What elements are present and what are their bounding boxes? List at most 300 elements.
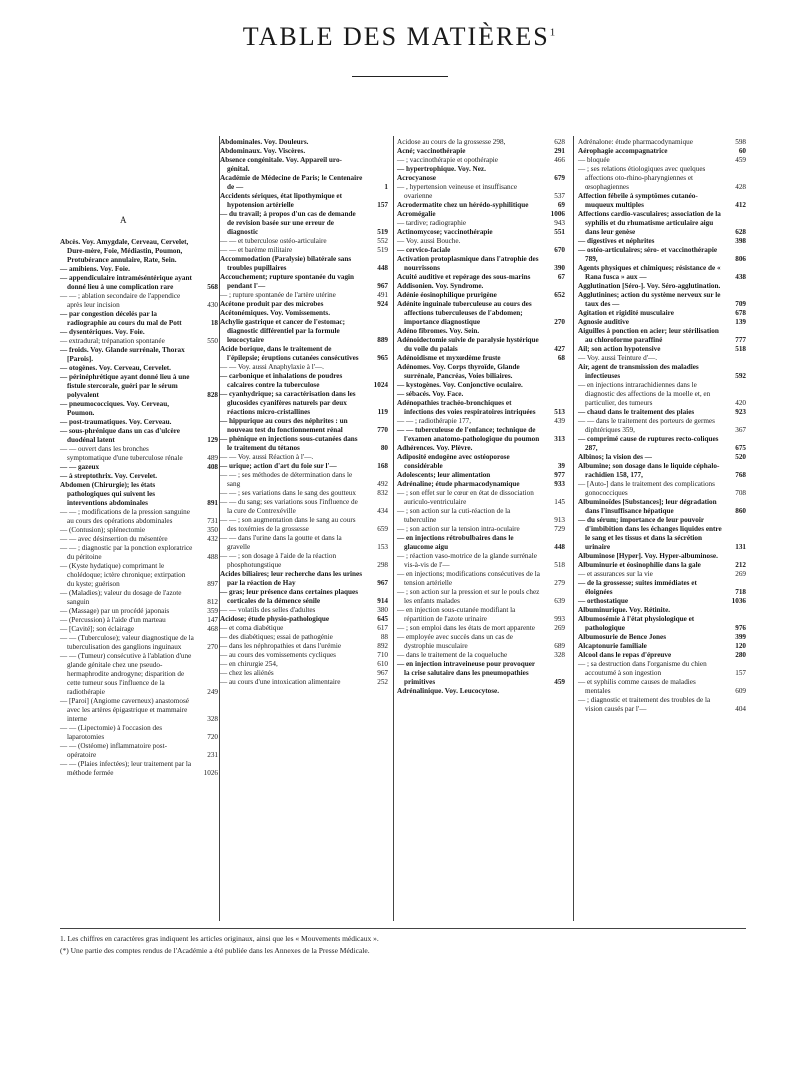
- index-entry: [220, 147, 388, 156]
- index-entry-text: — ; réaction vaso-motrice de la glande surrénale vis-à-vis de l'—: [397, 552, 537, 569]
- index-entry-text: Adénoidisme et myxœdème fruste: [397, 354, 501, 362]
- index-entry-text: Abcès. Voy. Amygdale, Cerveau, Cervelet, Dure-mère, Foie, Médiastin, Poumon, Protubérance annulaire, Rate, Sein.: [60, 238, 189, 264]
- index-entry-text: Accouchement; rupture spontanée du vagin pendant l'—: [220, 273, 355, 290]
- index-entry: [220, 174, 388, 192]
- index-entry-page: 652: [554, 291, 565, 299]
- index-entry: [397, 219, 565, 228]
- index-entry-text: Absence congénitale. Voy. Appareil uro-génital.: [220, 156, 342, 173]
- index-entry-page: 729: [554, 525, 565, 533]
- index-entry: [397, 399, 565, 417]
- index-entry: [578, 651, 746, 660]
- index-entry: [220, 309, 388, 318]
- index-entry: [397, 489, 565, 507]
- index-entry-text: — — (Tuberculose); valeur diagnostique de la tuberculisation des ganglions inguinaux: [60, 634, 194, 651]
- index-entry: [397, 156, 565, 165]
- index-entry-text: Agglutination [Séro-]. Voy. Séro-agglutination.: [578, 282, 721, 290]
- index-entry: [220, 642, 388, 651]
- index-entry-text: Albuminurie et éosinophilie dans la gale: [578, 561, 701, 569]
- index-entry-page: 119: [377, 408, 388, 416]
- index-entry: [397, 246, 565, 255]
- index-entry: [220, 615, 388, 624]
- index-entry-page: 770: [377, 426, 388, 434]
- index-entry-text: — urique; action d'art du foie sur l'—: [220, 462, 337, 470]
- index-entry-text: Adhérences. Voy. Plèvre.: [397, 444, 473, 452]
- index-entry: [60, 625, 218, 634]
- index-entry-page: 67: [557, 273, 565, 281]
- index-entry-text: — tardive; radiographie: [397, 219, 467, 227]
- index-entry-page: 977: [554, 471, 565, 479]
- title-footnote-marker: 1: [549, 26, 558, 39]
- index-entry-page: 270: [207, 643, 218, 651]
- index-entry-text: — ; son action sur la cuti-réaction de la tuberculine: [397, 507, 511, 524]
- index-entry-text: Albinos; la vision des —: [578, 453, 652, 461]
- index-entry-page: 568: [207, 283, 218, 291]
- index-entry: [397, 624, 565, 633]
- index-entry: [60, 310, 218, 328]
- index-entry-page: 617: [377, 624, 388, 632]
- index-entry-text: — hippurique au cours des néphrites : un nouveau test du fonctionnement rénal: [220, 417, 348, 434]
- index-entry: [60, 445, 218, 463]
- index-entry: [578, 696, 746, 714]
- index-entry-page: 943: [554, 219, 565, 227]
- index-entry-text: Albumosémie à l'état physiologique et pathologique: [578, 615, 695, 632]
- index-entry: [220, 498, 388, 516]
- index-entry-page: 313: [554, 435, 565, 443]
- index-entry: [397, 525, 565, 534]
- index-entry-text: — ; son action sur la pression et sur le pouls chez les enfants malades: [397, 588, 540, 605]
- index-entry-text: Adénite inguinale tuberculeuse au cours des affections tuberculeuses de l'abdomen; importance diagnostique: [397, 300, 532, 326]
- index-entry-page: 513: [554, 408, 565, 416]
- index-entry-page: 609: [735, 687, 746, 695]
- index-entry-page: 131: [735, 543, 746, 551]
- page-title: [0, 22, 800, 52]
- index-entry-text: — (Massage) par un procédé japonais: [60, 607, 170, 615]
- index-entry-page: 291: [554, 147, 565, 155]
- index-entry-page: 519: [377, 246, 388, 254]
- index-entry: [220, 210, 388, 237]
- index-entry: [60, 634, 218, 652]
- index-entry-page: 145: [554, 498, 565, 506]
- index-entry-text: Ail; son action hypotensive: [578, 345, 661, 353]
- index-entry: [578, 282, 746, 291]
- index-entry: [60, 562, 218, 589]
- index-entry: [397, 255, 565, 273]
- index-entry-page: 860: [735, 507, 746, 515]
- index-entry: [60, 652, 218, 697]
- index-entry-page: 328: [554, 651, 565, 659]
- index-entry-page: 933: [554, 480, 565, 488]
- index-entry-page: 212: [735, 561, 746, 569]
- index-entry: [578, 345, 746, 354]
- index-entry-text: Abdomen (Chirurgie); les états pathologiques qui suivent les interventions abdominales: [60, 481, 156, 507]
- index-entry-text: — chez les aliénés: [220, 669, 274, 677]
- index-entry: [578, 480, 746, 498]
- index-entry-page: 967: [377, 579, 388, 587]
- index-entry-page: 280: [735, 651, 746, 659]
- index-entry-page: 120: [735, 642, 746, 650]
- index-entry-page: 249: [207, 688, 218, 696]
- index-entry-text: Acide borique, dans le traitement de l'épilepsie; éruptions cutanées consécutives: [220, 345, 359, 362]
- index-entry-text: — en injection intraveineuse pour provoquer la crise salutaire dans les pneumopathies primitives: [397, 660, 535, 686]
- index-entry: [397, 228, 565, 237]
- index-entry-page: 147: [207, 616, 218, 624]
- index-entry: [578, 363, 746, 381]
- index-entry-text: — — (Tumeur) consécutive à l'ablation d'une glande génitale chez une pseudo-hermaphrodite androgyne; disparition de cette tumeur sous l'influence de la radiothérapie: [60, 652, 192, 696]
- index-entry-text: Albumine; son dosage dans le liquide céphalo-rachidien 158, 177,: [578, 462, 720, 479]
- index-entry-text: — — et barème militaire: [220, 246, 293, 254]
- index-entry: [397, 552, 565, 570]
- index-entry-text: — — Voy. aussi Anaphylaxie à l'—.: [220, 363, 324, 371]
- index-entry-page: 69: [557, 201, 565, 209]
- index-entry: [60, 607, 218, 616]
- index-entry-text: — dans les néphropathies et dans l'urémie: [220, 642, 342, 650]
- index-entry-page: 518: [554, 561, 565, 569]
- index-entry-text: Albuminoïdes [Substances]; leur dégradation dans l'insuffisance hépatique: [578, 498, 717, 515]
- index-entry: [397, 390, 565, 399]
- index-entry-page: 269: [735, 570, 746, 578]
- index-entry-page: 466: [554, 156, 565, 164]
- index-entry-text: Affections cardio-vasculaires; association de la syphilis et du rhumatisme articulaire aigu dans leur genèse: [578, 210, 721, 236]
- index-entry: [578, 318, 746, 327]
- index-entry-page: 68: [557, 354, 565, 362]
- index-entry: [220, 453, 388, 462]
- index-entry-text: — de la grossesse; suites immédiates et éloignées: [578, 579, 697, 596]
- index-entry: [220, 606, 388, 615]
- index-entry-text: — carbonique et inhalations de poudres calcaires contre la tuberculose: [220, 372, 343, 389]
- index-entry-text: — et syphilis comme causes de maladies mentales: [578, 678, 696, 695]
- index-entry-text: — cyanhydrique; sa caractérisation dans les glucosides cyanifères naturels par deux réactions micro-cristallines: [220, 390, 356, 416]
- index-entry-page: 269: [554, 624, 565, 632]
- index-entry-text: Acrodermatite chez un hérédo-syphilitique: [397, 201, 529, 209]
- index-entry-page: 967: [377, 669, 388, 677]
- index-entry-page: 628: [554, 138, 565, 146]
- index-entry: [397, 570, 565, 588]
- index-entry-page: 157: [735, 669, 746, 677]
- index-entry-text: — otogènes. Voy. Cerveau, Cervelet.: [60, 364, 171, 372]
- index-entry-text: Albumosurie de Bence Jones: [578, 633, 667, 641]
- index-entry: [220, 669, 388, 678]
- index-entry: [578, 264, 746, 282]
- index-entry-page: 720: [207, 733, 218, 741]
- index-entry: [397, 138, 565, 147]
- index-entry-page: 157: [377, 201, 388, 209]
- index-entry-page: 718: [735, 588, 746, 596]
- index-entry-page: 777: [735, 336, 746, 344]
- index-entry-text: Agnosie auditive: [578, 318, 629, 326]
- index-entry-text: Alcaptonurie familiale: [578, 642, 647, 650]
- index-entry: [578, 633, 746, 642]
- index-entry-page: 678: [735, 309, 746, 317]
- index-entry-page: 923: [735, 408, 746, 416]
- index-entry: [220, 516, 388, 534]
- index-entry: [578, 579, 746, 597]
- index-entry: [578, 156, 746, 165]
- column-divider: [573, 136, 574, 921]
- index-entry: [578, 615, 746, 633]
- index-entry-page: 610: [377, 660, 388, 668]
- index-entry-text: — phénique en injections sous-cutanées dans le traitement du tétanos: [220, 435, 358, 452]
- index-entry: [578, 552, 746, 561]
- index-entry-text: — du travail; à propos d'un cas de demande de revision basée sur une erreur de diagnostic: [220, 210, 356, 236]
- index-entry-page: 645: [377, 615, 388, 623]
- index-entry-page: 708: [735, 489, 746, 497]
- index-entry: [397, 426, 565, 444]
- index-entry-text: — — ; diagnostic par la ponction exploratrice du péritoine: [60, 544, 193, 561]
- index-entry-text: — (Percussion) à l'aide d'un marteau: [60, 616, 166, 624]
- index-entry-page: 39: [557, 462, 565, 470]
- index-entry-text: Adrénaline; étude pharmacodynamique: [397, 480, 520, 488]
- index-entry-page: 60: [738, 147, 746, 155]
- index-entry-text: — — avec désinsertion du mésentère: [60, 535, 168, 543]
- index-column-3: [397, 138, 565, 696]
- index-entry-page: 731: [207, 517, 218, 525]
- index-entry-text: — du sérum; importance de leur pouvoir d'imbibition dans les échanges liquides entre le sang et les tissus et dans la sécrétion urinaire: [578, 516, 722, 551]
- index-entry-text: — appendiculaire intraméséntérique ayant donné lieu à une complication rare: [60, 274, 192, 291]
- index-entry: [397, 588, 565, 606]
- index-entry: [220, 291, 388, 300]
- index-entry-text: Actinomycose; vaccinothérapie: [397, 228, 493, 236]
- index-entry: [397, 336, 565, 354]
- index-entry-page: 519: [377, 228, 388, 236]
- index-entry: [397, 327, 565, 336]
- index-entry-text: Acrocyanose: [397, 174, 436, 182]
- index-entry: [397, 471, 565, 480]
- index-entry-text: Acétonémiques. Voy. Vomissements.: [220, 309, 331, 317]
- index-entry-page: 428: [735, 183, 746, 191]
- index-entry: [397, 417, 565, 426]
- index-entry-text: — — ouvert dans les bronches symptomatique d'une tuberculose rénale: [60, 445, 183, 462]
- index-entry: [578, 309, 746, 318]
- section-letter: A: [120, 215, 127, 225]
- index-entry: [578, 354, 746, 363]
- index-entry: [60, 535, 218, 544]
- index-entry: [220, 651, 388, 660]
- index-column-1: [60, 238, 218, 778]
- index-entry: [220, 300, 388, 309]
- index-entry-page: 427: [554, 345, 565, 353]
- index-entry: [220, 345, 388, 363]
- index-entry-text: — ostéo-articulaires; séro- et vaccinothérapie 789,: [578, 246, 718, 263]
- index-entry: [397, 363, 565, 381]
- index-entry: [60, 427, 218, 445]
- index-entry-page: 18: [210, 319, 218, 327]
- index-entry-text: Air, agent de transmission des maladies infectieuses: [578, 363, 699, 380]
- index-entry-text: — kystogènes. Voy. Conjonctive oculaire.: [397, 381, 523, 389]
- index-entry-text: — — ; radiothérapie 177,: [397, 417, 472, 425]
- index-entry-text: Adrénalone: étude pharmacodynamique: [578, 138, 693, 146]
- index-entry-page: 598: [735, 138, 746, 146]
- index-entry-page: 153: [377, 543, 388, 551]
- index-entry: [578, 435, 746, 453]
- index-entry-page: 398: [735, 237, 746, 245]
- index-entry: [578, 417, 746, 435]
- index-entry-text: Acétone produit par des microbes: [220, 300, 324, 308]
- index-entry-page: 993: [554, 615, 565, 623]
- index-entry: [60, 400, 218, 418]
- index-entry: [397, 453, 565, 471]
- index-entry-page: 913: [554, 516, 565, 524]
- index-entry-text: — gras; leur présence dans certaines plaques corticales de la démence sénile: [220, 588, 359, 605]
- index-entry-page: 670: [554, 246, 565, 254]
- index-entry: [60, 472, 218, 481]
- index-entry: [60, 508, 218, 526]
- index-entry-page: 489: [207, 454, 218, 462]
- index-entry-page: 88: [380, 633, 388, 641]
- index-entry-text: — orthostatique: [578, 597, 629, 605]
- index-entry: [397, 273, 565, 282]
- index-entry: [60, 265, 218, 274]
- index-entry: [397, 201, 565, 210]
- index-entry-text: — ; rupture spontanée de l'artère utérine: [220, 291, 336, 299]
- index-entry: [60, 373, 218, 400]
- index-entry-text: — au cours des vomissements cycliques: [220, 651, 336, 659]
- index-entry: [397, 282, 565, 291]
- index-entry-text: Acuité auditive et repérage des sous-marins: [397, 273, 531, 281]
- index-entry-page: 390: [554, 264, 565, 272]
- index-entry-page: 710: [377, 651, 388, 659]
- index-entry-page: 832: [377, 489, 388, 497]
- index-entry-page: 279: [554, 579, 565, 587]
- index-entry-text: Adiposité endogène avec ostéoporose considérable: [397, 453, 510, 470]
- index-entry-text: — en injections intrarachidiennes dans le diagnostic des affections de la moelle et, en particulier, des tumeurs: [578, 381, 711, 407]
- index-entry: [60, 328, 218, 337]
- index-entry: [397, 651, 565, 660]
- index-entry: [578, 570, 746, 579]
- index-entry-page: 1026: [203, 769, 218, 777]
- index-entry-text: Albuminurique. Voy. Rétinite.: [578, 606, 671, 614]
- index-entry-text: — — (Plaies infectées); leur traitement par la méthode fermée: [60, 760, 192, 777]
- index-entry-text: Adénoidectomie suivie de paralysie hystérique du voile du palais: [397, 336, 539, 353]
- index-column-2: [220, 138, 388, 687]
- index-entry-text: Adolescents; leur alimentation: [397, 471, 491, 479]
- index-entry-page: 1: [384, 183, 388, 191]
- index-entry: [578, 246, 746, 264]
- index-entry: [60, 724, 218, 742]
- index-entry: [220, 435, 388, 453]
- index-entry-page: 812: [207, 598, 218, 606]
- index-entry-text: — comprimé cause de ruptures recto-coliques 287,: [578, 435, 719, 452]
- index-entry: [220, 678, 388, 687]
- index-entry: [60, 274, 218, 292]
- index-entry-text: Activation protoplasmique dans l'atrophie des nourrissons: [397, 255, 539, 272]
- index-entry-page: 408: [207, 463, 218, 471]
- index-entry-page: 679: [554, 174, 565, 182]
- index-entry-text: — — ; son dosage à l'aide de la réaction phosphotungstique: [220, 552, 337, 569]
- index-entry-text: Acné; vaccinothérapie: [397, 147, 466, 155]
- index-entry-text: Accommodation (Paralysie) bilatérale sans troubles pupillaires: [220, 255, 352, 272]
- index-entry: [60, 418, 218, 427]
- index-entry: [220, 255, 388, 273]
- index-entry-page: 359: [207, 607, 218, 615]
- index-entry: [397, 687, 565, 696]
- index-entry-page: 448: [377, 264, 388, 272]
- footnote-2: (*) Une partie des comptes rendus de l'Académie a été publiée dans les Annexes de la Presse Médicale.: [60, 946, 370, 955]
- index-entry-page: 434: [377, 507, 388, 515]
- index-entry-page: 139: [735, 318, 746, 326]
- index-entry-page: 552: [377, 237, 388, 245]
- index-entry-text: — — ; ses méthodes de détermination dans le sang: [220, 471, 353, 488]
- index-entry-text: Alcool dans le repas d'épreuve: [578, 651, 672, 659]
- index-entry-text: — sous-phrénique dans un cas d'ulcère duodénal latent: [60, 427, 180, 444]
- index-entry: [60, 238, 218, 265]
- index-entry: [578, 327, 746, 345]
- index-entry: [397, 507, 565, 525]
- index-entry-page: 459: [735, 156, 746, 164]
- index-entry-page: 468: [207, 625, 218, 633]
- index-entry: [578, 606, 746, 615]
- index-entry-text: — — ; ablation secondaire de l'appendice après leur incision: [60, 292, 181, 309]
- index-entry-text: — (Kyste hydatique) comprimant le cholédoque; ictère chronique; extirpation du kyste; guérison: [60, 562, 186, 588]
- index-entry-text: — par congestion décelés par la radiographie au cours du mal de Pott: [60, 310, 182, 327]
- index-entry: [578, 642, 746, 651]
- index-entry-text: Adénie éosinophilique prurigène: [397, 291, 497, 299]
- index-entry-text: — pneumococciques. Voy. Cerveau, Poumon.: [60, 400, 170, 417]
- index-entry-page: 367: [735, 426, 746, 434]
- footnote-rule: [60, 928, 746, 929]
- index-entry-text: Addisonien. Voy. Syndrome.: [397, 282, 484, 290]
- index-entry-text: Agglutinines; action du système nerveux sur le taux des —: [578, 291, 721, 308]
- index-entry: [397, 237, 565, 246]
- index-entry-page: 675: [735, 444, 746, 452]
- index-entry: [60, 544, 218, 562]
- index-entry-text: Achylie gastrique et cancer de l'estomac; diagnostic différentiel par la formule leucocytaire: [220, 318, 346, 344]
- index-entry: [578, 138, 746, 147]
- index-entry-text: — ; son emploi dans les états de mort apparente: [397, 624, 535, 632]
- index-entry: [397, 210, 565, 219]
- index-entry: [397, 354, 565, 363]
- index-entry: [397, 633, 565, 651]
- index-entry-page: 897: [207, 580, 218, 588]
- footnote-1: 1. Les chiffres en caractères gras indiquent les articles originaux, ainsi que les « Mouvements médicaux ».: [60, 934, 379, 943]
- index-entry-text: Agents physiques et chimiques; résistance de « Rana fusca » aux —: [578, 264, 721, 281]
- index-entry: [220, 462, 388, 471]
- index-entry-text: — — (Lipectomie) à l'occasion des laparotomies: [60, 724, 163, 741]
- index-entry-text: — — (Ostéome) inflammatoire post-opératoire: [60, 742, 167, 759]
- index-entry: [220, 246, 388, 255]
- index-entry: [578, 237, 746, 246]
- index-entry-page: 350: [207, 526, 218, 534]
- index-entry-page: 709: [735, 300, 746, 308]
- index-entry-page: 892: [377, 642, 388, 650]
- index-entry-page: 432: [207, 535, 218, 543]
- index-column-4: [578, 138, 746, 714]
- index-entry: [578, 408, 746, 417]
- index-entry-text: Aérophagie accompagnatrice: [578, 147, 668, 155]
- page-title-text: TABLE DES MATIÈRES: [242, 22, 550, 51]
- index-entry: [220, 417, 388, 435]
- index-entry-page: 828: [207, 391, 218, 399]
- title-rule: [352, 76, 448, 77]
- index-entry-page: 1024: [373, 381, 388, 389]
- index-entry-text: — — dans l'urine dans la goutte et dans la gravelle: [220, 534, 342, 551]
- index-entry-text: Adrénalinique. Voy. Leucocytose.: [397, 687, 500, 695]
- index-entry: [578, 291, 746, 309]
- index-entry: [578, 516, 746, 552]
- index-entry-text: — en injection sous-cutanée modifiant la répartition de l'azote urinaire: [397, 606, 516, 623]
- index-entry: [397, 300, 565, 327]
- index-entry-page: 252: [377, 678, 388, 686]
- index-entry: [220, 363, 388, 372]
- index-entry: [397, 174, 565, 183]
- index-entry-text: Adéno fibromes. Voy. Sein.: [397, 327, 480, 335]
- index-entry-text: — — et tuberculose ostéo-articulaire: [220, 237, 327, 245]
- index-entry-page: 80: [380, 444, 388, 452]
- index-entry-page: 628: [735, 228, 746, 236]
- index-entry: [220, 156, 388, 174]
- index-entry: [578, 660, 746, 678]
- index-entry-text: — — dans le traitement des porteurs de germes diphtériques 359,: [578, 417, 715, 434]
- index-entry: [578, 462, 746, 480]
